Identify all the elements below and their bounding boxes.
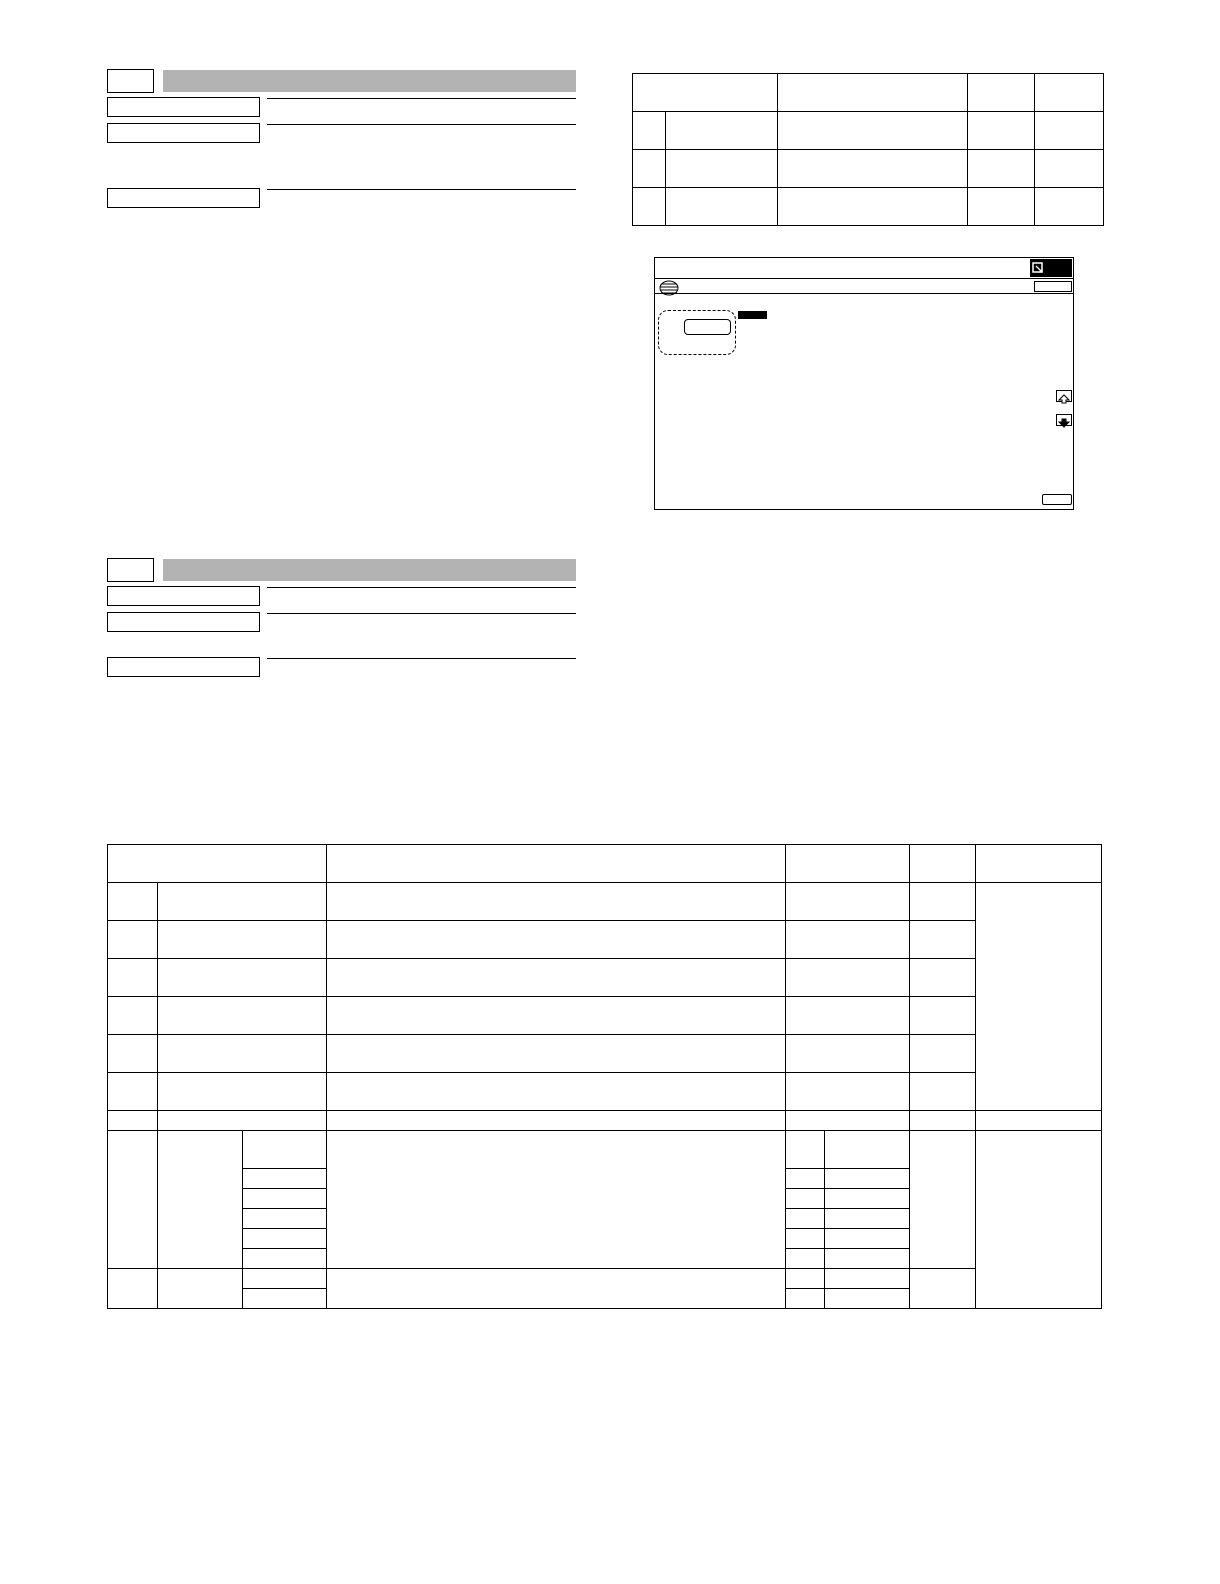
table-cell (1035, 112, 1104, 150)
bottom-table-header-cell (108, 845, 327, 883)
bottom-table-header-cell (910, 845, 976, 883)
table-cell (327, 959, 786, 997)
table-cell (666, 150, 778, 188)
table-cell (327, 883, 786, 921)
table-cell (243, 1189, 327, 1209)
table-cell (786, 1209, 825, 1229)
top-table-row (633, 112, 1104, 150)
table-row (108, 1035, 1102, 1073)
table-cell (327, 921, 786, 959)
table-cell (158, 1131, 243, 1269)
top-table-header-cell (633, 74, 778, 112)
table-cell (108, 959, 158, 997)
section-2-text-1 (267, 589, 576, 607)
table-cell (633, 188, 666, 226)
table-cell (108, 1035, 158, 1073)
table-cell (327, 1269, 786, 1309)
table-cell (910, 1269, 976, 1309)
section-1-rule-1 (267, 98, 576, 99)
table-cell (243, 1209, 327, 1229)
table-cell (243, 1131, 327, 1169)
section-2-code-box (107, 558, 154, 582)
table-cell (327, 997, 786, 1035)
down-arrow-icon (1057, 418, 1071, 428)
table-cell (786, 997, 910, 1035)
table-cell (910, 1131, 976, 1269)
bottom-table-header-cell (786, 845, 910, 883)
panel-mode-tab[interactable] (1030, 259, 1072, 277)
table-cell (825, 1169, 910, 1189)
table-row (108, 921, 1102, 959)
table-cell (108, 997, 158, 1035)
table-cell (633, 150, 666, 188)
table-cell (243, 1169, 327, 1189)
bottom-table-header-cell (976, 845, 1102, 883)
panel-title-bar (655, 258, 1073, 279)
table-cell (108, 921, 158, 959)
table-cell (825, 1269, 910, 1289)
table-row (108, 1073, 1102, 1111)
table-cell (786, 1131, 825, 1169)
table-cell (786, 1111, 910, 1131)
section-2-label-2 (107, 612, 260, 632)
highlight-label-tag (738, 311, 767, 319)
table-cell (910, 997, 976, 1035)
table-cell (243, 1249, 327, 1269)
table-cell (158, 921, 327, 959)
section-1-text-1 (267, 100, 576, 118)
section-1-title-bar (163, 70, 576, 92)
section-2-label-3 (107, 657, 260, 677)
scroll-down-button[interactable] (1056, 414, 1072, 426)
table-cell (778, 188, 968, 226)
table-cell (158, 1111, 327, 1131)
table-cell (158, 997, 327, 1035)
table-cell (968, 112, 1035, 150)
table-cell (243, 1269, 327, 1289)
table-cell (786, 1249, 825, 1269)
table-cell (778, 112, 968, 150)
table-cell (327, 1035, 786, 1073)
table-cell (825, 1131, 910, 1169)
table-cell (108, 1073, 158, 1111)
scroll-up-button[interactable] (1056, 390, 1072, 402)
table-cell (786, 921, 910, 959)
table-cell (158, 1269, 243, 1309)
table-cell (825, 1209, 910, 1229)
table-cell (786, 1269, 825, 1289)
section-2-rule-3 (267, 658, 576, 659)
top-table-header-row (633, 74, 1104, 112)
table-cell (968, 188, 1035, 226)
section-1-code-box (107, 69, 154, 93)
table-cell (778, 150, 968, 188)
section-2-rule-2 (267, 613, 576, 614)
table-cell (786, 1289, 825, 1309)
bottom-table (107, 844, 1102, 1309)
table-cell (108, 1131, 158, 1269)
table-cell (910, 959, 976, 997)
table-cell (666, 188, 778, 226)
table-cell (786, 1229, 825, 1249)
section-2-title-bar (163, 559, 576, 581)
table-cell (825, 1189, 910, 1209)
table-cell (825, 1289, 910, 1309)
table-cell (910, 883, 976, 921)
table-cell (108, 883, 158, 921)
table-row (108, 1269, 1102, 1289)
menu-icon[interactable] (659, 280, 679, 296)
table-cell (327, 1111, 786, 1131)
table-cell (327, 1131, 786, 1269)
table-cell (158, 883, 327, 921)
table-cell (825, 1249, 910, 1269)
operation-panel-screen (654, 257, 1074, 510)
section-1-text-3 (267, 191, 576, 209)
top-table (632, 73, 1104, 226)
panel-ok-button[interactable] (1042, 494, 1072, 505)
section-2-text-3 (267, 660, 576, 678)
table-cell (1035, 150, 1104, 188)
table-cell (910, 1111, 976, 1131)
bottom-table-header-cell (327, 845, 786, 883)
table-cell (968, 150, 1035, 188)
table-cell (666, 112, 778, 150)
mode-icon (1032, 262, 1044, 274)
table-cell (976, 1111, 1102, 1131)
section-2-label-1 (107, 586, 260, 606)
panel-sub-bar (655, 279, 1073, 294)
section-1-label-1 (107, 97, 260, 117)
section-1-label-3 (107, 188, 260, 208)
section-1-label-2 (107, 123, 260, 143)
top-table-row (633, 188, 1104, 226)
table-cell (633, 112, 666, 150)
up-arrow-icon (1057, 394, 1071, 404)
table-cell (243, 1289, 327, 1309)
table-cell (158, 1035, 327, 1073)
top-table-header-cell (968, 74, 1035, 112)
highlighted-button[interactable] (684, 319, 731, 335)
top-table-row (633, 150, 1104, 188)
table-row (108, 997, 1102, 1035)
table-cell (825, 1229, 910, 1249)
top-table-header-cell (1035, 74, 1104, 112)
table-row (108, 1111, 1102, 1131)
table-row (108, 1131, 1102, 1169)
table-cell (910, 1073, 976, 1111)
table-cell (786, 1073, 910, 1111)
section-2-text-2 (267, 615, 576, 655)
table-cell (910, 921, 976, 959)
table-cell (108, 1269, 158, 1309)
table-row (108, 959, 1102, 997)
section-2-rule-1 (267, 587, 576, 588)
table-cell (243, 1229, 327, 1249)
table-cell (158, 959, 327, 997)
table-cell (786, 959, 910, 997)
table-cell (786, 1035, 910, 1073)
table-cell (976, 883, 1102, 1111)
top-table-header-cell (778, 74, 968, 112)
section-1-text-2 (267, 126, 576, 186)
section-1-rule-3 (267, 189, 576, 190)
table-cell (910, 1035, 976, 1073)
table-cell (786, 883, 910, 921)
table-cell (786, 1169, 825, 1189)
section-1-rule-2 (267, 124, 576, 125)
table-cell (1035, 188, 1104, 226)
table-cell (327, 1073, 786, 1111)
bottom-table-header-row (108, 845, 1102, 883)
table-cell (158, 1073, 327, 1111)
table-cell (976, 1131, 1102, 1309)
table-cell (108, 1111, 158, 1131)
table-cell (786, 1189, 825, 1209)
table-row (108, 883, 1102, 921)
panel-small-button[interactable] (1034, 281, 1072, 292)
